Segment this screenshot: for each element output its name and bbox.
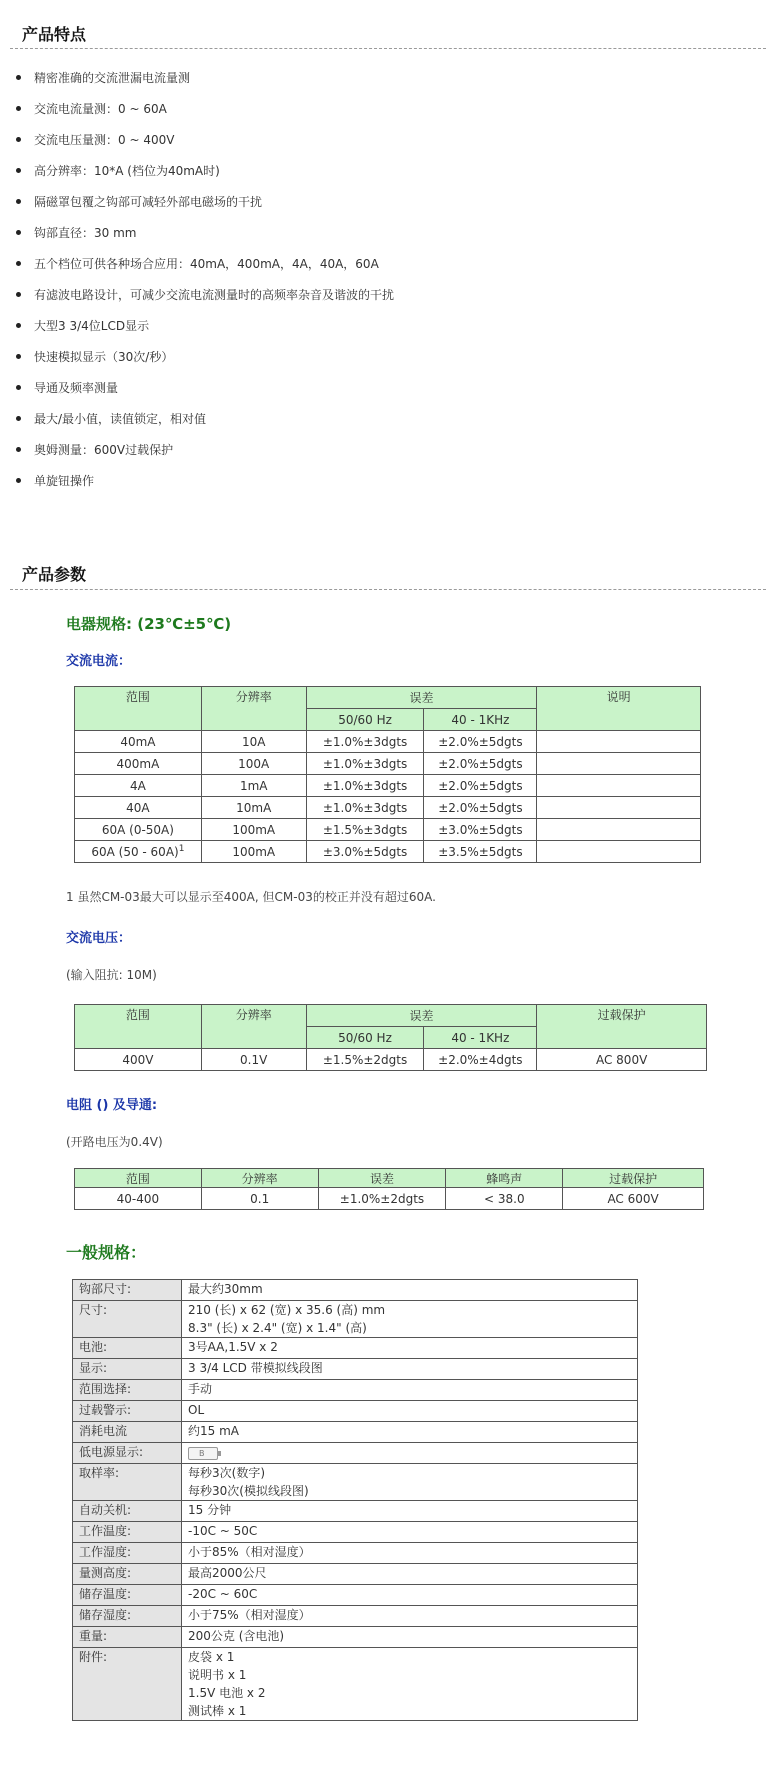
spec-value <box>182 1606 638 1627</box>
cell-error-50-60hz <box>306 841 424 863</box>
cell-error-50-60hz-text: ±1.0%±3dgts <box>322 756 408 771</box>
col-header-resolution: 分辨率 <box>201 1005 306 1049</box>
low-battery-icon <box>188 1447 218 1460</box>
cell-resolution: 0.1 <box>201 1188 318 1210</box>
table-row <box>73 1280 638 1301</box>
bullet-icon <box>16 75 21 80</box>
table-row <box>75 841 701 863</box>
spec-value-line: -20C ~ 60C <box>188 1587 258 1601</box>
resistance-heading: 电阻 () 及导通: <box>66 1098 158 1113</box>
cell-resolution <box>201 753 306 775</box>
table-row <box>75 1188 704 1210</box>
feature-list-item <box>14 442 394 473</box>
cell-resolution <box>201 775 306 797</box>
table-row <box>75 797 701 819</box>
spec-value-line: 小于75%（相对湿度） <box>188 1608 311 1622</box>
cell-range <box>75 819 202 841</box>
cell-error: ±1.0%±2dgts <box>318 1188 446 1210</box>
table-row <box>73 1464 638 1501</box>
cell-resolution <box>201 731 306 753</box>
cell-range <box>75 797 202 819</box>
cell-error-50-60hz <box>306 775 424 797</box>
bullet-icon <box>16 354 21 359</box>
cell-error-40-1khz-text: ±2.0%±5dgts <box>438 778 523 793</box>
cell-resolution-text: 10A <box>241 734 266 749</box>
cell-range <box>75 731 202 753</box>
cell-error-40-1khz <box>424 731 537 753</box>
spec-value-line: 3 3/4 LCD 带模拟线段图 <box>188 1361 323 1375</box>
col-header-overload-protection: 过载保护 <box>563 1169 704 1188</box>
table-row <box>73 1380 638 1401</box>
spec-value <box>182 1443 638 1464</box>
feature-list-item <box>14 225 394 256</box>
feature-text: 导通及频率测量 <box>34 381 119 395</box>
col-header-overload-protection: 过载保护 <box>537 1005 707 1049</box>
cell-range-text: 400mA <box>116 756 160 771</box>
table-row <box>75 1049 707 1071</box>
spec-label: 重量: <box>73 1627 182 1648</box>
spec-label: 钩部尺寸: <box>73 1280 182 1301</box>
col-header-50-60hz: 50/60 Hz <box>306 709 424 731</box>
spec-value-line: 测试棒 x 1 <box>188 1704 247 1718</box>
table-row <box>73 1648 638 1721</box>
bullet-icon <box>16 385 21 390</box>
spec-value-line: OL <box>188 1403 205 1417</box>
table-row <box>73 1501 638 1522</box>
col-header-40-1khz: 40 - 1KHz <box>424 1027 537 1049</box>
cell-error-50-60hz-text: ±1.0%±3dgts <box>322 800 408 815</box>
cell-range-text: 60A (50 - 60A) <box>91 845 179 859</box>
spec-label: 工作温度: <box>73 1522 182 1543</box>
spec-value-line: 3号AA,1.5V x 2 <box>188 1340 278 1354</box>
cell-range <box>75 775 202 797</box>
input-impedance-note: (输入阻抗: 10M) <box>66 968 157 982</box>
col-header-range: 范围 <box>75 1169 202 1188</box>
spec-value <box>182 1648 638 1721</box>
spec-label: 取样率: <box>73 1464 182 1501</box>
cell-error-40-1khz-text: ±3.0%±5dgts <box>438 822 523 837</box>
spec-value-line: 200公克 (含电池) <box>188 1629 285 1643</box>
spec-value <box>182 1501 638 1522</box>
col-header-range: 范围 <box>75 1005 202 1049</box>
cell-range <box>75 753 202 775</box>
feature-list <box>14 70 394 504</box>
spec-label: 消耗电流 <box>73 1422 182 1443</box>
feature-text: 最大/最小值，读值锁定，相对值 <box>34 412 207 426</box>
table-row <box>73 1627 638 1648</box>
cell-error-40-1khz <box>424 753 537 775</box>
feature-list-item <box>14 256 394 287</box>
spec-value <box>182 1543 638 1564</box>
cell-range-text: 40A <box>126 800 150 815</box>
col-header-buzzer: 蜂鸣声 <box>446 1169 563 1188</box>
table-row <box>73 1301 638 1338</box>
cell-note <box>537 797 701 819</box>
feature-text: 五个档位可供各种场合应用：40mA，400mA，4A，40A，60A <box>34 257 379 271</box>
table-row <box>73 1585 638 1606</box>
feature-list-item <box>14 287 394 318</box>
feature-list-item <box>14 132 394 163</box>
col-header-40-1khz: 40 - 1KHz <box>424 709 537 731</box>
table-row <box>73 1401 638 1422</box>
spec-value <box>182 1585 638 1606</box>
battery-icon-letter: B <box>199 1449 205 1458</box>
cell-range: 400V <box>75 1049 202 1071</box>
spec-label: 储存温度: <box>73 1585 182 1606</box>
cell-note <box>537 753 701 775</box>
cell-error-40-1khz <box>424 841 537 863</box>
cell-error-50-60hz-text: ±1.5%±3dgts <box>322 822 408 837</box>
feature-list-item <box>14 380 394 411</box>
cell-resolution-text: 100mA <box>232 844 276 859</box>
cell-range <box>75 841 202 863</box>
spec-value-line: 8.3" (长) x 2.4" (宽) x 1.4" (高) <box>188 1321 367 1335</box>
spec-value-line: 15 分钟 <box>188 1503 232 1517</box>
feature-list-item <box>14 194 394 225</box>
cell-overload-protection: AC 600V <box>563 1188 704 1210</box>
spec-value-line: 最高2000公尺 <box>188 1566 267 1580</box>
table-row <box>75 775 701 797</box>
feature-list-item <box>14 318 394 349</box>
spec-label: 量测高度: <box>73 1564 182 1585</box>
col-header-error: 误差 <box>306 1005 537 1027</box>
table-row <box>73 1443 638 1464</box>
cell-error-40-1khz <box>424 819 537 841</box>
spec-label: 电池: <box>73 1338 182 1359</box>
col-header-50-60hz: 50/60 Hz <box>306 1027 424 1049</box>
spec-value-line: 手动 <box>188 1382 213 1396</box>
spec-value <box>182 1359 638 1380</box>
params-divider <box>10 589 766 590</box>
spec-label: 储存湿度: <box>73 1606 182 1627</box>
table-row <box>73 1564 638 1585</box>
spec-value <box>182 1401 638 1422</box>
cell-error-50-60hz-text: ±1.0%±3dgts <box>322 778 408 793</box>
spec-label: 过载警示: <box>73 1401 182 1422</box>
cell-error-50-60hz <box>306 753 424 775</box>
feature-text: 钩部直径：30 mm <box>34 226 137 240</box>
bullet-icon <box>16 168 21 173</box>
cell-error-50-60hz <box>306 797 424 819</box>
spec-value-line: 1.5V 电池 x 2 <box>188 1686 266 1700</box>
feature-list-item <box>14 163 394 194</box>
spec-value <box>182 1522 638 1543</box>
feature-text: 单旋钮操作 <box>34 474 95 488</box>
spec-label: 自动关机: <box>73 1501 182 1522</box>
cell-error-40-1khz-text: ±2.0%±5dgts <box>438 756 523 771</box>
bullet-icon <box>16 292 21 297</box>
spec-value-line: 每秒3次(数字) <box>188 1466 265 1480</box>
feature-text: 交流电流量测：0 ~ 60A <box>34 102 167 116</box>
cell-resolution <box>201 819 306 841</box>
feature-text: 大型3 3/4位LCD显示 <box>34 319 150 333</box>
col-header-resolution: 分辨率 <box>201 1169 318 1188</box>
cell-range-text: 4A <box>129 778 146 793</box>
spec-value-line: 210 (长) x 62 (宽) x 35.6 (高) mm <box>188 1303 386 1317</box>
bullet-icon <box>16 199 21 204</box>
spec-value-line: 约15 mA <box>188 1424 239 1438</box>
table-row <box>75 731 701 753</box>
col-header-error: 误差 <box>306 687 537 709</box>
open-voltage-note: (开路电压为0.4V) <box>66 1135 163 1149</box>
cell-range: 40-400 <box>75 1188 202 1210</box>
table-row <box>73 1606 638 1627</box>
cell-error-40-1khz-text: ±2.0%±5dgts <box>438 800 523 815</box>
features-divider <box>10 48 766 49</box>
feature-text: 精密准确的交流泄漏电流量测 <box>34 71 191 85</box>
feature-list-item <box>14 473 394 504</box>
spec-value-line: 最大约30mm <box>188 1282 263 1296</box>
cell-error-40-1khz-text: ±3.5%±5dgts <box>438 844 523 859</box>
cell-range-text: 40mA <box>120 734 156 749</box>
spec-label: 显示: <box>73 1359 182 1380</box>
bullet-icon <box>16 261 21 266</box>
footnote-marker: 1 <box>178 844 185 854</box>
ac-current-footnote: 1 虽然CM-03最大可以显示至400A, 但CM-03的校正并没有超过60A. <box>66 890 436 904</box>
cell-note <box>537 819 701 841</box>
cell-error-50-60hz-text: ±3.0%±5dgts <box>322 844 408 859</box>
feature-text: 有滤波电路设计，可减少交流电流测量时的高频率杂音及谐波的干扰 <box>34 288 395 302</box>
table-row <box>73 1359 638 1380</box>
spec-label: 附件: <box>73 1648 182 1721</box>
spec-value <box>182 1338 638 1359</box>
table-row <box>73 1338 638 1359</box>
bullet-icon <box>16 478 21 483</box>
cell-error-40-1khz <box>424 775 537 797</box>
bullet-icon <box>16 416 21 421</box>
feature-list-item <box>14 70 394 101</box>
cell-resolution-text: 1mA <box>239 778 268 793</box>
bullet-icon <box>16 137 21 142</box>
cell-resolution-text: 100A <box>238 756 270 771</box>
feature-text: 快速模拟显示（30次/秒） <box>34 350 174 364</box>
cell-resolution <box>201 797 306 819</box>
col-header-note: 说明 <box>537 687 701 731</box>
table-row <box>73 1422 638 1443</box>
cell-error-50-60hz <box>306 731 424 753</box>
general-spec-table <box>72 1279 638 1721</box>
params-title: 产品参数 <box>22 565 87 584</box>
features-title: 产品特点 <box>22 25 87 44</box>
table-row <box>75 819 701 841</box>
spec-value <box>182 1301 638 1338</box>
feature-list-item <box>14 411 394 442</box>
col-header-range: 范围 <box>75 687 202 731</box>
col-header-error: 误差 <box>318 1169 446 1188</box>
feature-text: 高分辨率：10*A (档位为40mA时) <box>34 164 220 178</box>
spec-value <box>182 1464 638 1501</box>
table-row <box>73 1543 638 1564</box>
bullet-icon <box>16 230 21 235</box>
table-row <box>75 753 701 775</box>
cell-resolution <box>201 841 306 863</box>
feature-list-item <box>14 101 394 132</box>
spec-value-line: 说明书 x 1 <box>188 1668 247 1682</box>
bullet-icon <box>16 106 21 111</box>
spec-value-line: 每秒30次(模拟线段图) <box>188 1484 309 1498</box>
cell-buzzer: < 38.0 <box>446 1188 563 1210</box>
spec-value <box>182 1627 638 1648</box>
cell-error-40-1khz <box>424 797 537 819</box>
spec-label: 尺寸: <box>73 1301 182 1338</box>
spec-value <box>182 1422 638 1443</box>
general-spec-heading: 一般规格： <box>66 1243 147 1262</box>
ac-current-table <box>74 686 701 863</box>
cell-overload-protection: AC 800V <box>537 1049 707 1071</box>
cell-note <box>537 775 701 797</box>
col-header-resolution: 分辨率 <box>201 687 306 731</box>
cell-error-50-60hz: ±1.5%±2dgts <box>306 1049 424 1071</box>
ac-voltage-heading: 交流电压： <box>66 931 132 946</box>
bullet-icon <box>16 323 21 328</box>
cell-resolution-text: 10mA <box>236 800 272 815</box>
spec-value-line: 皮袋 x 1 <box>188 1650 235 1664</box>
feature-text: 奥姆测量：600V过载保护 <box>34 443 174 457</box>
spec-value <box>182 1280 638 1301</box>
resistance-table <box>74 1168 704 1210</box>
ac-current-heading: 交流电流： <box>66 654 132 669</box>
electrical-spec-heading: 电器规格: (23℃±5℃) <box>66 615 232 633</box>
cell-note <box>537 841 701 863</box>
feature-text: 隔磁罩包覆之钩部可减轻外部电磁场的干扰 <box>34 195 263 209</box>
spec-label: 工作湿度: <box>73 1543 182 1564</box>
cell-resolution: 0.1V <box>201 1049 306 1071</box>
feature-text: 交流电压量测：0 ~ 400V <box>34 133 175 147</box>
spec-value-line: 小于85%（相对湿度） <box>188 1545 311 1559</box>
cell-error-50-60hz-text: ±1.0%±3dgts <box>322 734 408 749</box>
cell-error-40-1khz: ±2.0%±4dgts <box>424 1049 537 1071</box>
cell-range-text: 60A (0-50A) <box>101 822 174 837</box>
cell-error-50-60hz <box>306 819 424 841</box>
spec-value <box>182 1564 638 1585</box>
table-row <box>73 1522 638 1543</box>
feature-list-item <box>14 349 394 380</box>
spec-label: 低电源显示: <box>73 1443 182 1464</box>
bullet-icon <box>16 447 21 452</box>
cell-resolution-text: 100mA <box>232 822 276 837</box>
spec-value-line: -10C ~ 50C <box>188 1524 258 1538</box>
spec-value <box>182 1380 638 1401</box>
cell-note <box>537 731 701 753</box>
spec-label: 范围选择: <box>73 1380 182 1401</box>
cell-error-40-1khz-text: ±2.0%±5dgts <box>438 734 523 749</box>
ac-voltage-table <box>74 1004 707 1071</box>
